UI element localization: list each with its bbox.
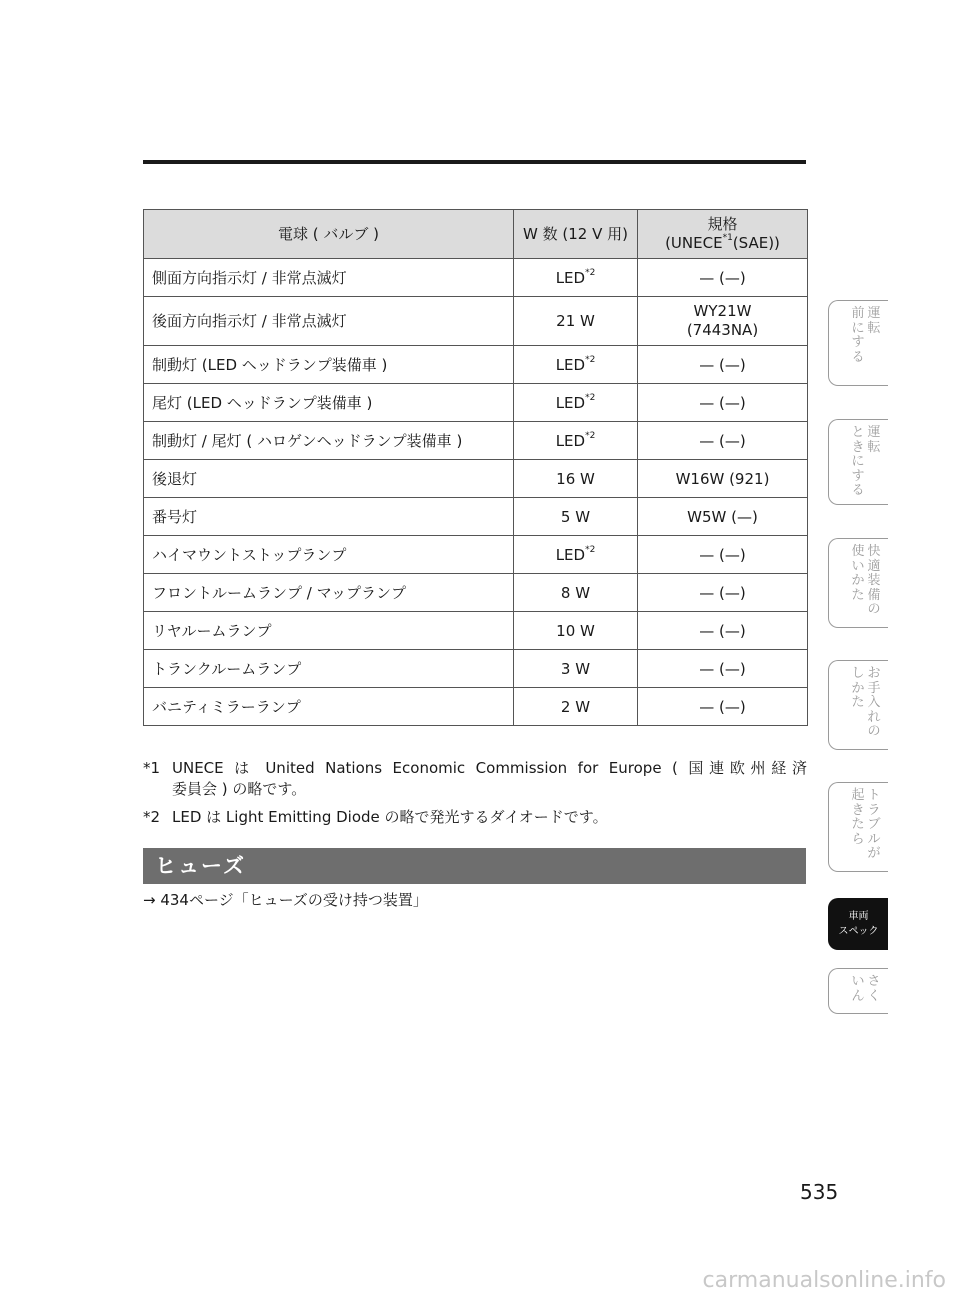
footnote-1-mark: *1 [143,759,161,777]
table-row [144,498,808,536]
table-row [144,460,808,498]
tab-while-driving[interactable] [828,419,888,505]
page-reference-link[interactable]: → 434ページ「ヒューズの受け持つ装置」 [143,891,428,909]
table-row [144,612,808,650]
bulb-name: 制動灯 (LED ヘッドランプ装備車 ) [144,346,514,384]
bulb-watt: LED$^{*2}$ [514,346,638,384]
table-header-row [144,210,808,259]
bulb-name: バニティミラーランプ [144,688,514,726]
bulb-standard: WY21W (7443NA) [638,297,808,346]
bulb-watt: 2 W [514,688,638,726]
bulb-name: フロントルームランプ / マップランプ [144,574,514,612]
tab-label-right: トラブルが [867,788,881,861]
table-row [144,346,808,384]
header-standard-unece: (UNECE [665,234,723,252]
table-row [144,259,808,297]
bulb-name: 後面方向指示灯 / 非常点滅灯 [144,297,514,346]
footnote-2-text: LED は Light Emitting Diode の略で発光するダイオードです。 [172,808,608,826]
tab-label-left: 使いかた [851,544,865,603]
bulb-standard: — (—) [638,612,808,650]
bulb-watt: LED$^{*2}$ [514,422,638,460]
header-bulb: 電球 ( バルブ ) [144,210,514,259]
tab-label-left: しかた [851,666,865,710]
bulb-standard: — (—) [638,650,808,688]
footnote-mark: *2 [585,354,596,365]
header-standard-footnote-mark: *1 [722,233,733,243]
footnote-2 [143,807,807,828]
bulb-name: トランクルームランプ [144,650,514,688]
table-row [144,384,808,422]
table-row [144,650,808,688]
bulb-name: リヤルームランプ [144,612,514,650]
bulb-standard: — (—) [638,536,808,574]
tab-label-right: 快適装備の [867,544,881,617]
bulb-name: 側面方向指示灯 / 非常点滅灯 [144,259,514,297]
bulb-watt: 3 W [514,650,638,688]
tab-comfort-equipment[interactable] [828,538,888,628]
bulb-standard: — (—) [638,384,808,422]
table-row [144,688,808,726]
bulb-watt: 10 W [514,612,638,650]
tab-vehicle-specs[interactable] [828,898,888,950]
bulb-name: ハイマウントストップランプ [144,536,514,574]
bulb-name: 制動灯 / 尾灯 ( ハロゲンヘッドランプ装備車 ) [144,422,514,460]
footnote-2-mark: *2 [143,808,161,826]
table-row [144,536,808,574]
bulb-watt: LED$^{*2}$ [514,536,638,574]
bulb-watt: 16 W [514,460,638,498]
tab-label-left: 起きたら [851,788,865,847]
tab-label-right: 運転 [867,425,881,455]
bulb-watt: 8 W [514,574,638,612]
bulb-watt: 21 W [514,297,638,346]
tab-label-left: ときにする [851,425,865,498]
bulb-standard: — (—) [638,688,808,726]
tab-label-right: さく [867,974,881,1004]
tab-label-line1: 車両 [848,911,869,922]
bulb-watt: LED$^{*2}$ [514,384,638,422]
tab-index[interactable] [828,968,888,1014]
section-heading-fuse: ヒューズ [143,848,806,884]
table-row [144,422,808,460]
bulb-standard: — (—) [638,259,808,297]
header-watt: W 数 (12 V 用) [514,210,638,259]
footnote-mark: *2 [585,544,596,555]
tab-label-left: いん [851,974,865,1004]
footnote-1-line2: 委員会 ) の略です。 [172,780,307,798]
header-standard-sae: (SAE)) [732,234,780,252]
bulb-name: 尾灯 (LED ヘッドランプ装備車 ) [144,384,514,422]
page-number: 535 [800,1180,839,1204]
bulb-standard: — (—) [638,574,808,612]
footnote-mark: *2 [585,392,596,403]
tab-troubleshooting[interactable] [828,782,888,872]
footnote-mark: *2 [585,430,596,441]
tab-label-left: 前にする [851,306,865,365]
tab-label-right: お手入れの [867,666,881,739]
bulb-standard: W5W (—) [638,498,808,536]
tab-label-line2: スペック [838,926,879,937]
bulb-name: 番号灯 [144,498,514,536]
footnotes [143,758,807,835]
bulb-standard: W16W (921) [638,460,808,498]
header-standard-line1: 規格 [707,215,738,233]
watermark: carmanualsonline.info [702,1268,946,1293]
bulb-spec-table [143,209,808,726]
footnote-1 [143,758,807,800]
table-row [144,574,808,612]
bulb-name: 後退灯 [144,460,514,498]
header-standard [638,210,808,259]
top-rule [143,160,806,164]
bulb-watt: 5 W [514,498,638,536]
table-row [144,297,808,346]
tab-label-right: 運転 [867,306,881,336]
footnote-1-line1: UNECE は United Nations Economic Commission for Europe ( 国連欧州経済 [172,759,807,777]
bulb-standard: — (—) [638,422,808,460]
bulb-watt: LED$^{*2}$ [514,259,638,297]
bulb-standard: — (—) [638,346,808,384]
footnote-mark: *2 [585,267,596,278]
tab-maintenance[interactable] [828,660,888,750]
tab-before-driving[interactable] [828,300,888,386]
